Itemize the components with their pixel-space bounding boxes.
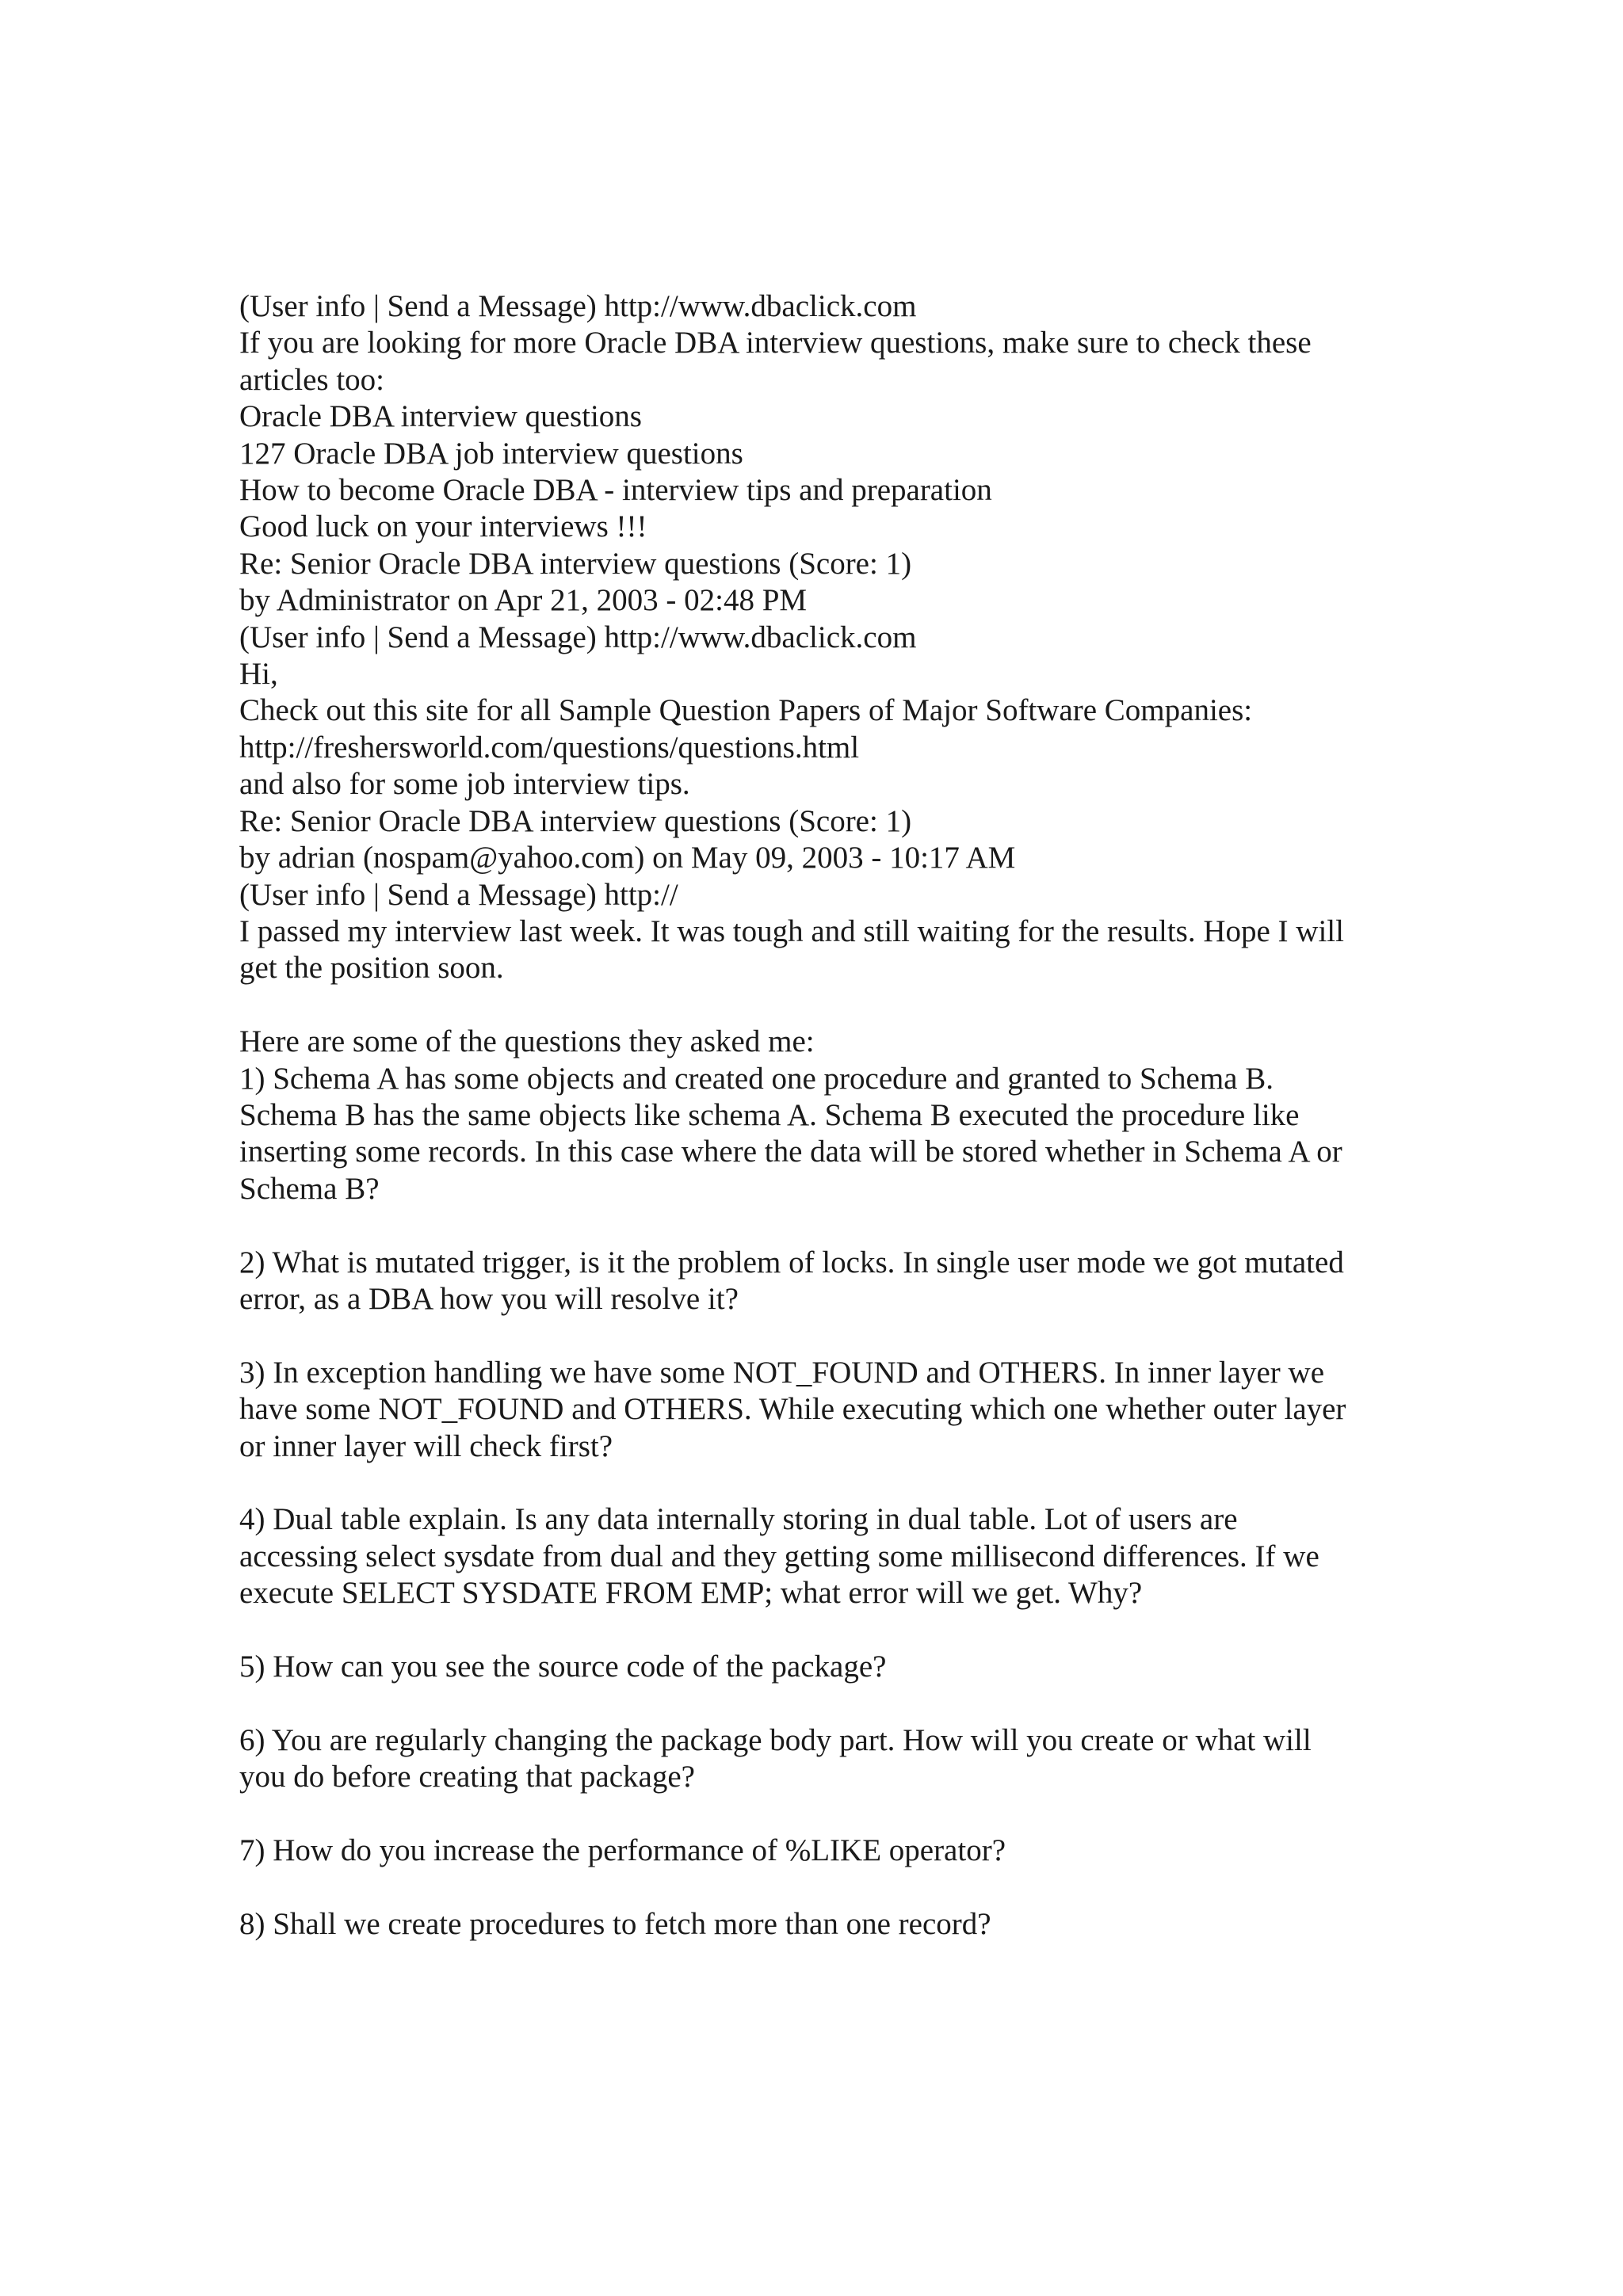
text-line: have some NOT_FOUND and OTHERS. While executing which one whether outer layer (239, 1392, 1346, 1427)
text-line: Oracle DBA interview questions (239, 399, 642, 434)
text-line: 5) How can you see the source code of the package? (239, 1649, 887, 1684)
text-line: Hi, (239, 657, 278, 692)
text-line: 4) Dual table explain. Is any data internally storing in dual table. Lot of users are (239, 1502, 1238, 1537)
text-line: (User info | Send a Message) http://www.dbaclick.com (239, 289, 917, 323)
blank-line (239, 1869, 1428, 1905)
text-line: Re: Senior Oracle DBA interview questions (Score: 1) (239, 546, 912, 581)
text-line: inserting some records. In this case where the data will be stored whether in Schema A or (239, 1135, 1342, 1169)
text-line: 3) In exception handling we have some NOT_FOUND and OTHERS. In inner layer we (239, 1355, 1324, 1390)
text-line: or inner layer will check first? (239, 1428, 613, 1463)
text-line: by Administrator on Apr 21, 2003 - 02:48 PM (239, 583, 808, 618)
text-line: (User info | Send a Message) http:// (239, 877, 678, 912)
text-line: 7) How do you increase the performance of %LIKE operator? (239, 1833, 1006, 1867)
text-line: (User info | Send a Message) http://www.dbaclick.com (239, 620, 917, 654)
text-line: 6) You are regularly changing the package body part. How will you create or what will (239, 1722, 1312, 1757)
text-line: Schema B? (239, 1171, 380, 1206)
text-line: and also for some job interview tips. (239, 767, 690, 802)
text-line: execute SELECT SYSDATE FROM EMP; what error will we get. Why? (239, 1576, 1143, 1611)
text-line: error, as a DBA how you will resolve it? (239, 1281, 739, 1316)
text-line: 8) Shall we create procedures to fetch more than one record? (239, 1906, 991, 1941)
text-line: http://freshersworld.com/questions/questions.html (239, 730, 860, 765)
text-line: 1) Schema A has some objects and created one procedure and granted to Schema B. (239, 1061, 1274, 1096)
text-line: If you are looking for more Oracle DBA interview questions, make sure to check these (239, 326, 1312, 360)
blank-line (239, 1318, 1428, 1354)
text-line: Here are some of the questions they asked me: (239, 1024, 815, 1059)
text-line: Schema B has the same objects like schema A. Schema B executed the procedure like (239, 1097, 1300, 1132)
text-line: accessing select sysdate from dual and they getting some millisecond differences. If we (239, 1539, 1319, 1573)
blank-line (239, 1796, 1428, 1833)
document-body (239, 288, 1428, 1943)
text-line: How to become Oracle DBA - interview tips and preparation (239, 473, 992, 508)
text-line: you do before creating that package? (239, 1760, 695, 1794)
blank-line (239, 1207, 1428, 1244)
text-line: Check out this site for all Sample Question Papers of Major Software Companies: (239, 693, 1253, 728)
blank-line (239, 987, 1428, 1024)
text-line: 2) What is mutated trigger, is it the problem of locks. In single user mode we got mutated (239, 1245, 1344, 1280)
text-line: Good luck on your interviews !!! (239, 509, 647, 544)
text-line: articles too: (239, 362, 385, 397)
text-line: 127 Oracle DBA job interview questions (239, 436, 743, 471)
text-line: Re: Senior Oracle DBA interview questions (Score: 1) (239, 803, 912, 838)
blank-line (239, 1465, 1428, 1501)
text-line: get the position soon. (239, 951, 504, 986)
text-line: I passed my interview last week. It was tough and still waiting for the results. Hope I will (239, 913, 1344, 948)
blank-line (239, 1612, 1428, 1649)
text-line: by adrian (nospam@yahoo.com) on May 09, 2003 - 10:17 AM (239, 841, 1016, 875)
blank-line (239, 1685, 1428, 1722)
